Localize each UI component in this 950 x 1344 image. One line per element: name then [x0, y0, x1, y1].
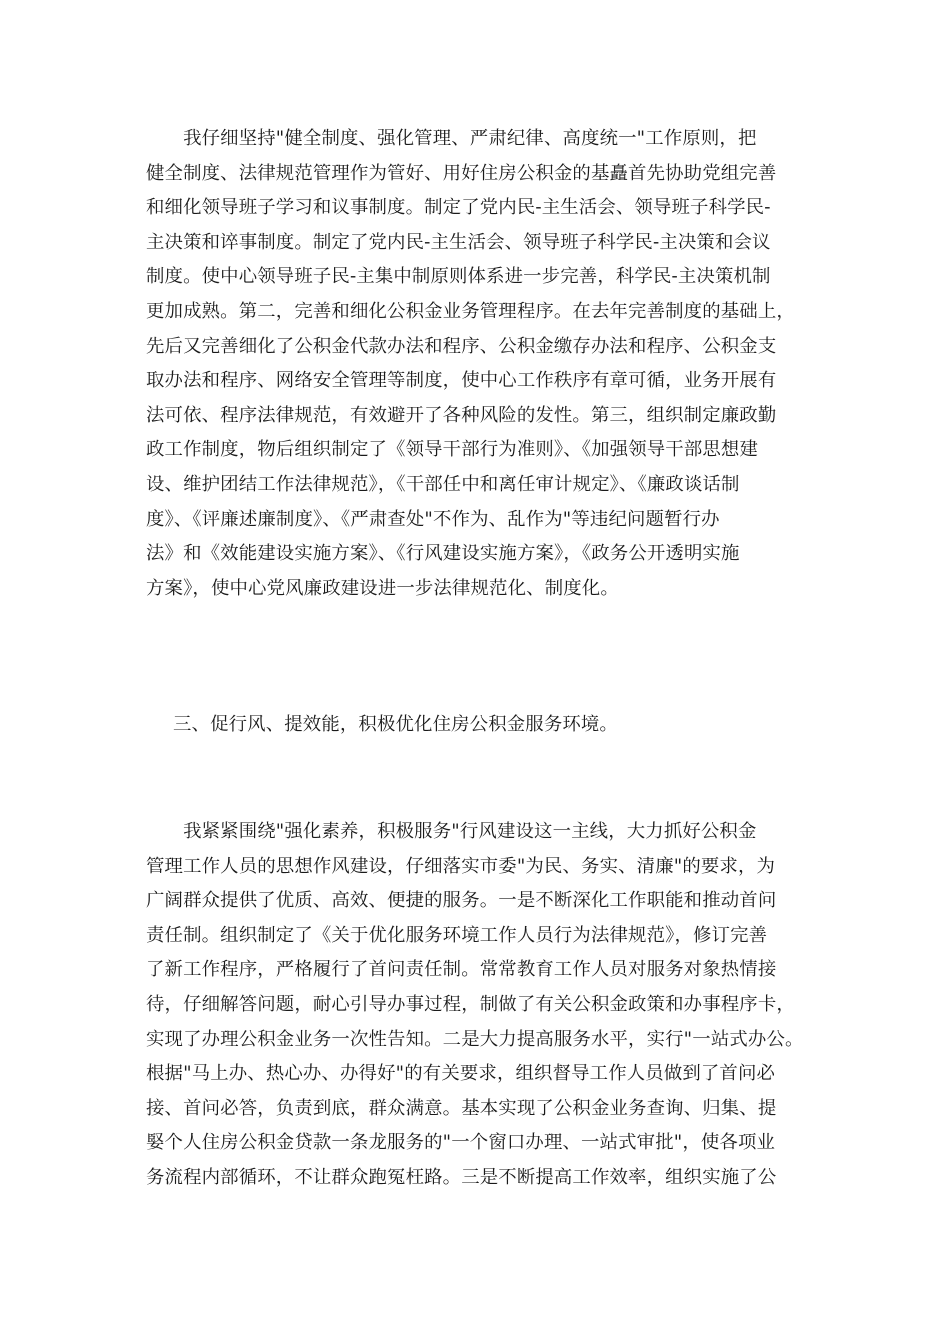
- text-line: 待，仔细解答问题，耐心引导办事过程，制做了有关公积金政策和办事程序卡，: [146, 993, 795, 1015]
- text-line: 法》和《效能建设实施方案》、《行风建设实施方案》，《政务公开透明实施: [146, 543, 740, 565]
- text-line: 我仔细坚持"健全制度、强化管理、严肃纪律、高度统一"工作原则，把: [146, 128, 757, 149]
- paragraph-service-environment: [146, 815, 826, 1196]
- text-line: 管理工作人员的思想作风建设，仔细落实市委"为民、务实、清廉"的要求，为: [146, 855, 776, 877]
- text-line: 接、首问必答，负责到底，群众满意。基本实现了公积金业务查询、归集、提: [146, 1097, 777, 1119]
- text-line: 方案》，使中心党风廉政建设进一步法律规范化、制度化。: [146, 577, 619, 599]
- text-line: 我紧紧围绕"强化素养，积极服务"行风建设这一主线，大力抓好公积金: [146, 821, 757, 842]
- text-line: 设、维护团结工作法律规范》，《干部任中和离任审计规定》、《廉政谈话制: [146, 473, 740, 495]
- text-line: 了新工作程序，严格履行了首问责任制。常常教育工作人员对服务对象热情接: [146, 959, 777, 981]
- text-line: 制度。使中心领导班子民-主集中制原则体系进一步完善，科学民-主决策机制: [146, 266, 771, 288]
- text-line: 婜个人住房公积金贷款一条龙服务的"一个窗口办理、一站式审批"，使各项业: [146, 1132, 776, 1154]
- text-line: 实现了办理公积金业务一次性告知。二是大力提高服务水平，实行"一站式办公。: [146, 1028, 804, 1050]
- text-line: 广阔群众提供了优质、高效、便捷的服务。一是不断深化工作职能和推动首问: [146, 890, 777, 912]
- text-line: 根据"马上办、热心办、办得好"的有关要求，组织督导工作人员做到了首问必: [146, 1063, 776, 1085]
- text-line: 政工作制度，物后组织制定了《领导干部行为准则》、《加强领导干部思想建: [146, 439, 758, 461]
- text-line: 责任制。组织制定了《关于优化服务环境工作人员行为法律规范》，修订完善: [146, 924, 768, 946]
- text-line: 和细化领导班子学习和议事制度。制定了党内民-主生活会、领导班子科学民-: [146, 197, 771, 219]
- text-line: 健全制度、法律规范管理作为管好、用好住房公积金的基矗首先协助党组完善: [146, 162, 777, 184]
- text-line: 度》、《评廉述廉制度》、《严肃查处"不作为、乱作为"等违纪问题暂行办: [146, 508, 720, 530]
- text-line: 更加成熟。第二，完善和细化公积金业务管理程序。在去年完善制度的基础上，: [146, 300, 795, 322]
- text-line: 法可依、程序法律规范，有效避开了各种风险的发性。第三，组织制定廉政勤: [146, 404, 777, 426]
- text-line: 务流程内部循环，不让群众跑冤枉路。三是不断提高工作效率，组织实施了公: [146, 1166, 777, 1188]
- text-line: 主决策和谇事制度。制定了党内民-主生活会、领导班子科学民-主决策和会议: [146, 231, 771, 253]
- section-heading-text: 三、促行风、提效能，积极优化住房公积金服务环境。: [173, 714, 618, 735]
- text-line: 先后又完善细化了公积金代款办法和程序、公积金缴存办法和程序、公积金支: [146, 335, 777, 357]
- paragraph-institution-building: [146, 122, 826, 606]
- text-line: 取办法和程序、网络安全管理等制度，使中心工作秩序有章可循，业务开展有: [146, 370, 777, 392]
- section-heading: [173, 708, 853, 743]
